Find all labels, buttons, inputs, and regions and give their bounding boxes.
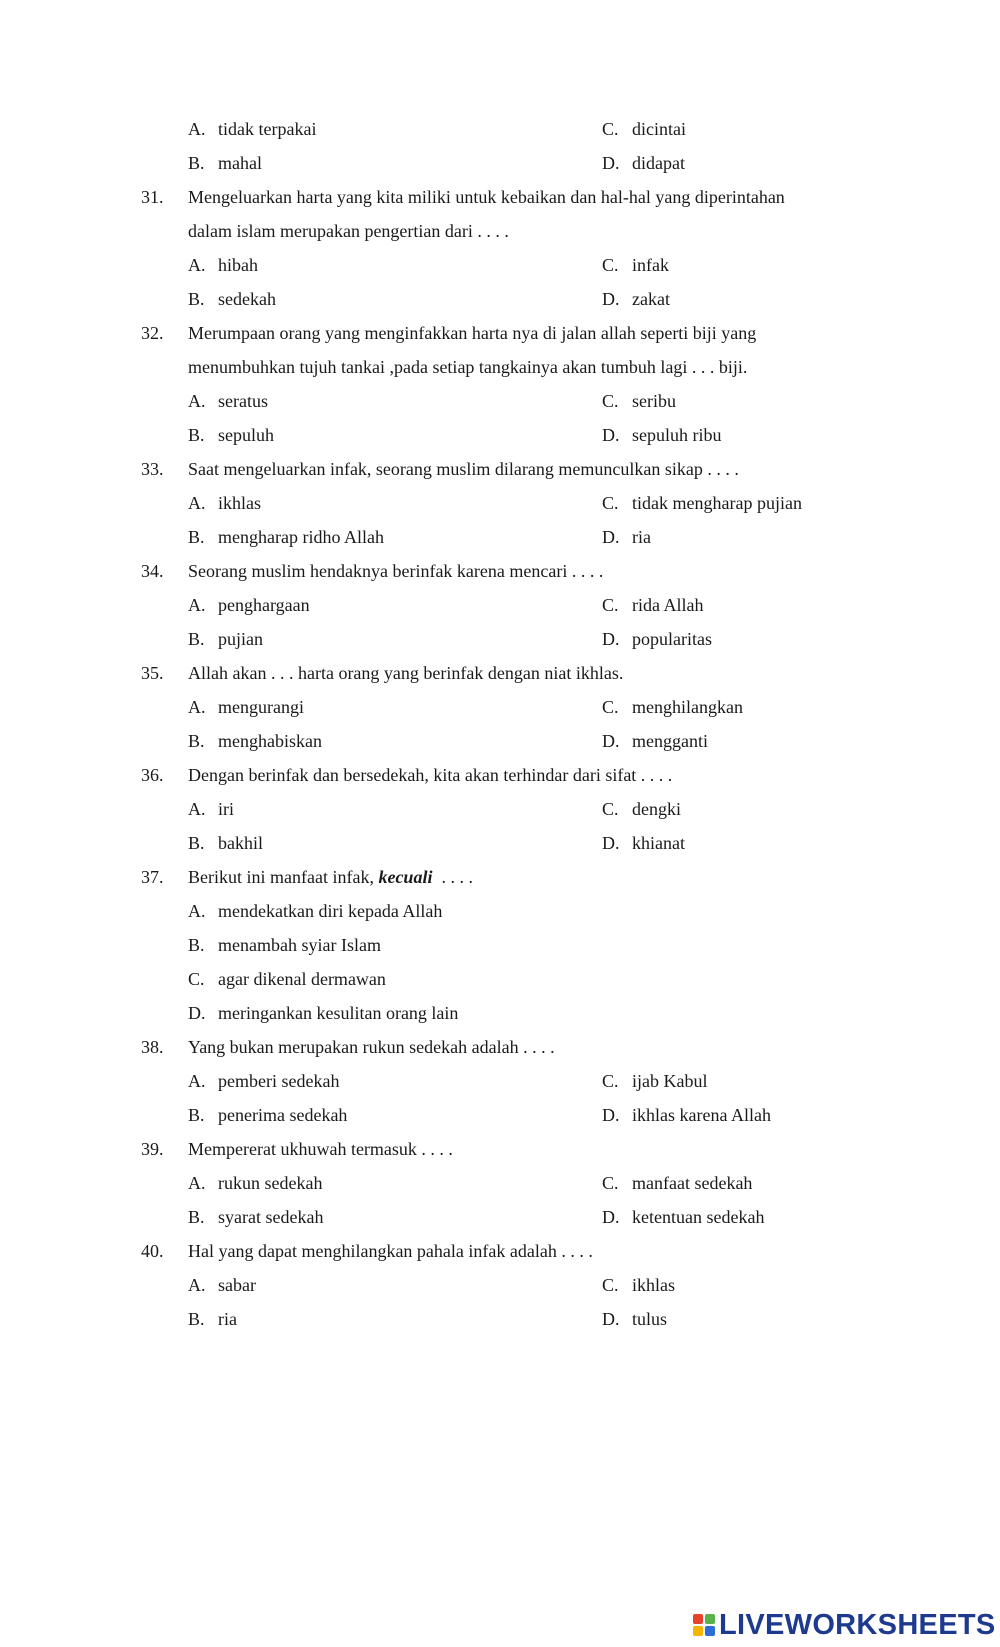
option-c xyxy=(602,690,743,724)
question-row xyxy=(0,656,1000,690)
option-letter: A. xyxy=(188,493,206,513)
option-letter: C. xyxy=(602,799,619,819)
option-c xyxy=(188,962,386,996)
option-letter: D. xyxy=(602,833,620,853)
option-text: mengganti xyxy=(632,731,708,751)
question-row xyxy=(0,758,1000,792)
question-text: Mempererat ukhuwah termasuk . . . . xyxy=(188,1139,453,1159)
option-b xyxy=(188,282,276,316)
option-d xyxy=(602,282,670,316)
option-row xyxy=(0,520,1000,554)
option-b xyxy=(188,146,262,180)
option-row xyxy=(0,894,1000,928)
option-letter: B. xyxy=(188,1309,205,1329)
option-b xyxy=(188,520,384,554)
question-text: Mengeluarkan harta yang kita miliki untuk kebaikan dan hal-hal yang diperintahan xyxy=(188,187,785,207)
logo-tile xyxy=(705,1626,715,1636)
option-letter: B. xyxy=(188,1207,205,1227)
option-text: seratus xyxy=(218,391,268,411)
option-letter: B. xyxy=(188,1105,205,1125)
question-number: 37. xyxy=(141,867,164,887)
option-text: mendekatkan diri kepada Allah xyxy=(218,901,443,921)
option-d xyxy=(602,1302,667,1336)
option-row xyxy=(0,282,1000,316)
watermark-text: LIVEWORKSHEETS xyxy=(719,1608,996,1641)
option-letter: B. xyxy=(188,731,205,751)
question-list xyxy=(0,112,1000,1336)
option-a xyxy=(188,690,304,724)
option-b xyxy=(188,622,263,656)
option-letter: A. xyxy=(188,901,206,921)
question-number: 38. xyxy=(141,1037,164,1057)
logo-tile xyxy=(693,1626,703,1636)
option-row xyxy=(0,1098,1000,1132)
option-row xyxy=(0,418,1000,452)
option-text: pemberi sedekah xyxy=(218,1071,340,1091)
option-text: sedekah xyxy=(218,289,276,309)
question-row xyxy=(0,1234,1000,1268)
option-letter: B. xyxy=(188,833,205,853)
option-b xyxy=(188,826,263,860)
option-c xyxy=(602,792,681,826)
option-c xyxy=(602,588,703,622)
option-text: ikhlas xyxy=(218,493,261,513)
logo-tile xyxy=(693,1614,703,1624)
option-text: hibah xyxy=(218,255,258,275)
question-text-before: Berikut ini manfaat infak, xyxy=(188,867,379,887)
option-letter: C. xyxy=(602,1071,619,1091)
option-a xyxy=(188,112,316,146)
option-row xyxy=(0,588,1000,622)
option-text: dicintai xyxy=(632,119,686,139)
option-d xyxy=(602,622,712,656)
option-text: meringankan kesulitan orang lain xyxy=(218,1003,459,1023)
option-row xyxy=(0,1268,1000,1302)
option-row xyxy=(0,962,1000,996)
option-text: menghabiskan xyxy=(218,731,322,751)
option-row xyxy=(0,248,1000,282)
option-text: iri xyxy=(218,799,234,819)
option-letter: B. xyxy=(188,935,205,955)
question-row xyxy=(0,1030,1000,1064)
option-c xyxy=(602,486,802,520)
option-a xyxy=(188,1166,322,1200)
option-a xyxy=(188,1064,339,1098)
question-number: 32. xyxy=(141,323,164,343)
question-row-continued xyxy=(0,214,1000,248)
option-row xyxy=(0,1064,1000,1098)
option-letter: D. xyxy=(602,527,620,547)
option-c xyxy=(602,1064,707,1098)
question-text: Allah akan . . . harta orang yang berinfak dengan niat ikhlas. xyxy=(188,663,624,683)
option-letter: A. xyxy=(188,799,206,819)
option-d xyxy=(602,520,651,554)
option-letter: C. xyxy=(602,697,619,717)
option-text: agar dikenal dermawan xyxy=(218,969,386,989)
option-letter: B. xyxy=(188,289,205,309)
option-text: zakat xyxy=(632,289,670,309)
question-row xyxy=(0,554,1000,588)
option-c xyxy=(602,384,676,418)
option-d xyxy=(602,724,708,758)
option-text: penghargaan xyxy=(218,595,310,615)
option-c xyxy=(602,1166,752,1200)
option-text: sepuluh ribu xyxy=(632,425,722,445)
option-letter: C. xyxy=(602,119,619,139)
option-letter: A. xyxy=(188,119,206,139)
question-keyword: kecuali xyxy=(378,867,433,887)
option-a xyxy=(188,894,442,928)
option-text: syarat sedekah xyxy=(218,1207,324,1227)
option-text: menambah syiar Islam xyxy=(218,935,381,955)
option-text: mahal xyxy=(218,153,262,173)
option-text: ria xyxy=(632,527,651,547)
question-row xyxy=(0,316,1000,350)
option-c xyxy=(602,1268,675,1302)
option-text: ikhlas xyxy=(632,1275,675,1295)
option-text: pujian xyxy=(218,629,263,649)
option-d xyxy=(188,996,458,1030)
question-row xyxy=(0,452,1000,486)
option-row xyxy=(0,1166,1000,1200)
option-text: didapat xyxy=(632,153,685,173)
question-number: 34. xyxy=(141,561,164,581)
option-text: khianat xyxy=(632,833,685,853)
option-d xyxy=(602,418,722,452)
option-text: rida Allah xyxy=(632,595,704,615)
question-number: 31. xyxy=(141,187,164,207)
option-letter: A. xyxy=(188,391,206,411)
option-b xyxy=(188,928,381,962)
option-text: tulus xyxy=(632,1309,668,1329)
option-text: sabar xyxy=(218,1275,256,1295)
option-letter: D. xyxy=(602,1309,620,1329)
option-letter: D. xyxy=(188,1003,206,1023)
option-text: bakhil xyxy=(218,833,263,853)
option-b xyxy=(188,1200,323,1234)
question-text: Hal yang dapat menghilangkan pahala infak adalah . . . . xyxy=(188,1241,593,1261)
option-letter: A. xyxy=(188,255,206,275)
question-text: Seorang muslim hendaknya berinfak karena mencari . . . . xyxy=(188,561,604,581)
logo-tile xyxy=(705,1614,715,1624)
option-text: menghilangkan xyxy=(632,697,743,717)
option-a xyxy=(188,792,234,826)
option-row xyxy=(0,1200,1000,1234)
question-number: 33. xyxy=(141,459,164,479)
option-text: manfaat sedekah xyxy=(632,1173,753,1193)
option-row xyxy=(0,690,1000,724)
option-a xyxy=(188,248,258,282)
option-b xyxy=(188,1302,237,1336)
option-row xyxy=(0,826,1000,860)
option-letter: C. xyxy=(188,969,205,989)
option-d xyxy=(602,826,685,860)
question-text: Dengan berinfak dan bersedekah, kita akan terhindar dari sifat . . . . xyxy=(188,765,673,785)
question-number: 36. xyxy=(141,765,164,785)
option-row xyxy=(0,792,1000,826)
option-letter: D. xyxy=(602,153,620,173)
option-letter: B. xyxy=(188,527,205,547)
option-letter: B. xyxy=(188,153,205,173)
option-row xyxy=(0,384,1000,418)
question-row-continued xyxy=(0,350,1000,384)
question-text: Yang bukan merupakan rukun sedekah adalah . . . . xyxy=(188,1037,555,1057)
option-letter: D. xyxy=(602,731,620,751)
option-letter: C. xyxy=(602,255,619,275)
option-text: dengki xyxy=(632,799,681,819)
option-text: ijab Kabul xyxy=(632,1071,708,1091)
option-row xyxy=(0,112,1000,146)
option-a xyxy=(188,1268,256,1302)
option-letter: B. xyxy=(188,425,205,445)
option-row xyxy=(0,146,1000,180)
question-number: 35. xyxy=(141,663,164,683)
option-text: infak xyxy=(632,255,669,275)
option-text: mengharap ridho Allah xyxy=(218,527,384,547)
option-text: ketentuan sedekah xyxy=(632,1207,765,1227)
question-number: 40. xyxy=(141,1241,164,1261)
option-text: ikhlas karena Allah xyxy=(632,1105,771,1125)
option-letter: D. xyxy=(602,425,620,445)
option-d xyxy=(602,1200,764,1234)
question-text: dalam islam merupakan pengertian dari . . . . xyxy=(188,221,509,241)
option-letter: A. xyxy=(188,697,206,717)
liveworksheets-logo-icon xyxy=(693,1614,715,1636)
option-a xyxy=(188,588,310,622)
option-d xyxy=(602,146,685,180)
question-row xyxy=(0,180,1000,214)
option-text: seribu xyxy=(632,391,676,411)
question-text: Merumpaan orang yang menginfakkan harta nya di jalan allah seperti biji yang xyxy=(188,323,757,343)
option-d xyxy=(602,1098,771,1132)
option-letter: A. xyxy=(188,1275,206,1295)
option-letter: C. xyxy=(602,493,619,513)
option-row xyxy=(0,486,1000,520)
option-letter: C. xyxy=(602,391,619,411)
option-text: rukun sedekah xyxy=(218,1173,323,1193)
option-a xyxy=(188,384,268,418)
question-text xyxy=(188,860,473,894)
option-text: sepuluh xyxy=(218,425,274,445)
option-letter: A. xyxy=(188,595,206,615)
option-c xyxy=(602,248,669,282)
question-text: menumbuhkan tujuh tankai ,pada setiap tangkainya akan tumbuh lagi . . . biji. xyxy=(188,357,748,377)
option-c xyxy=(602,112,686,146)
option-row xyxy=(0,622,1000,656)
option-letter: C. xyxy=(602,595,619,615)
option-a xyxy=(188,486,261,520)
option-letter: A. xyxy=(188,1071,206,1091)
option-b xyxy=(188,1098,347,1132)
option-letter: B. xyxy=(188,629,205,649)
option-text: popularitas xyxy=(632,629,712,649)
option-row xyxy=(0,724,1000,758)
option-row xyxy=(0,928,1000,962)
option-text: ria xyxy=(218,1309,237,1329)
option-text: penerima sedekah xyxy=(218,1105,348,1125)
question-row xyxy=(0,1132,1000,1166)
question-text: Saat mengeluarkan infak, seorang muslim dilarang memunculkan sikap . . . . xyxy=(188,459,739,479)
option-text: tidak terpakai xyxy=(218,119,317,139)
question-text-after: . . . . xyxy=(432,867,473,887)
question-number: 39. xyxy=(141,1139,164,1159)
option-letter: C. xyxy=(602,1173,619,1193)
option-letter: D. xyxy=(602,289,620,309)
option-b xyxy=(188,724,322,758)
question-row xyxy=(0,860,1000,894)
option-row xyxy=(0,1302,1000,1336)
option-letter: D. xyxy=(602,1105,620,1125)
option-text: tidak mengharap pujian xyxy=(632,493,802,513)
option-letter: C. xyxy=(602,1275,619,1295)
option-row xyxy=(0,996,1000,1030)
liveworksheets-logo xyxy=(693,1609,996,1641)
option-text: mengurangi xyxy=(218,697,304,717)
option-letter: D. xyxy=(602,629,620,649)
option-letter: D. xyxy=(602,1207,620,1227)
option-letter: A. xyxy=(188,1173,206,1193)
option-b xyxy=(188,418,274,452)
